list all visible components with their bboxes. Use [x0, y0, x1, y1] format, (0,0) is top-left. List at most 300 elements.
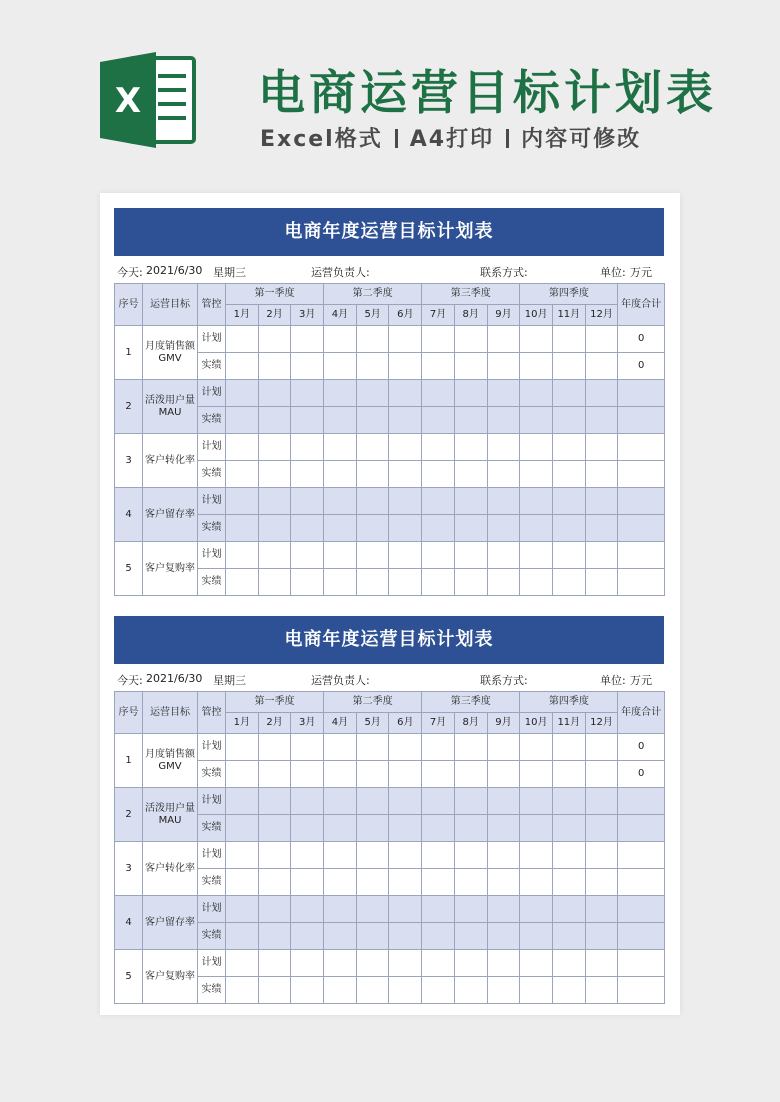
month-cell[interactable]: [552, 569, 585, 596]
month-cell[interactable]: [520, 461, 553, 488]
header-month: 7月: [422, 305, 455, 326]
month-cell[interactable]: [324, 923, 357, 950]
month-cell[interactable]: [258, 380, 291, 407]
month-cell[interactable]: [226, 326, 259, 353]
month-cell[interactable]: [356, 896, 389, 923]
month-cell[interactable]: [356, 923, 389, 950]
month-cell[interactable]: [258, 434, 291, 461]
month-cell[interactable]: [356, 488, 389, 515]
month-cell[interactable]: [258, 542, 291, 569]
month-cell[interactable]: [324, 407, 357, 434]
month-cell[interactable]: [389, 434, 422, 461]
month-cell[interactable]: [454, 380, 487, 407]
month-cell[interactable]: [454, 869, 487, 896]
month-cell[interactable]: [324, 380, 357, 407]
month-cell[interactable]: [389, 761, 422, 788]
month-cell[interactable]: [520, 515, 553, 542]
annual-total-cell[interactable]: 0: [618, 761, 665, 788]
annual-total-cell[interactable]: [618, 950, 665, 977]
month-cell[interactable]: [552, 380, 585, 407]
month-cell[interactable]: [487, 434, 520, 461]
month-cell[interactable]: [520, 569, 553, 596]
month-cell[interactable]: [422, 434, 455, 461]
month-cell[interactable]: [324, 515, 357, 542]
annual-total-cell[interactable]: [618, 923, 665, 950]
header-month: 10月: [520, 713, 553, 734]
month-cell[interactable]: [487, 842, 520, 869]
month-cell[interactable]: [389, 542, 422, 569]
month-cell[interactable]: [422, 923, 455, 950]
month-cell[interactable]: [585, 815, 618, 842]
month-cell[interactable]: [356, 950, 389, 977]
row-goal: [143, 542, 198, 596]
month-cell[interactable]: [356, 734, 389, 761]
month-cell[interactable]: [552, 326, 585, 353]
month-cell[interactable]: [356, 380, 389, 407]
month-cell[interactable]: [389, 977, 422, 1004]
month-cell[interactable]: [226, 869, 259, 896]
month-cell[interactable]: [258, 950, 291, 977]
month-cell[interactable]: [258, 488, 291, 515]
header-month: 7月: [422, 713, 455, 734]
annual-total-cell[interactable]: [618, 869, 665, 896]
goal-name: 客户转化率: [145, 454, 195, 466]
month-cell[interactable]: [356, 761, 389, 788]
month-cell[interactable]: [520, 977, 553, 1004]
goal-abbr: GMV: [158, 352, 182, 364]
month-cell[interactable]: [454, 407, 487, 434]
month-cell[interactable]: [454, 434, 487, 461]
unit-label: 单位:: [600, 266, 626, 279]
month-cell[interactable]: [454, 977, 487, 1004]
month-cell[interactable]: [552, 761, 585, 788]
month-cell[interactable]: [291, 896, 324, 923]
month-cell[interactable]: [226, 788, 259, 815]
month-cell[interactable]: [487, 569, 520, 596]
month-cell[interactable]: [422, 896, 455, 923]
month-cell[interactable]: [422, 842, 455, 869]
month-cell[interactable]: [291, 488, 324, 515]
month-cell[interactable]: [356, 353, 389, 380]
month-cell[interactable]: [356, 461, 389, 488]
month-cell[interactable]: [389, 569, 422, 596]
month-cell[interactable]: [585, 734, 618, 761]
month-cell[interactable]: [552, 353, 585, 380]
month-cell[interactable]: [226, 407, 259, 434]
month-cell[interactable]: [291, 950, 324, 977]
month-cell[interactable]: [585, 950, 618, 977]
month-cell[interactable]: [258, 869, 291, 896]
month-cell[interactable]: [291, 869, 324, 896]
month-cell[interactable]: [258, 977, 291, 1004]
month-cell[interactable]: [454, 842, 487, 869]
month-cell[interactable]: [258, 569, 291, 596]
month-cell[interactable]: [324, 896, 357, 923]
month-cell[interactable]: [585, 380, 618, 407]
month-cell[interactable]: [585, 869, 618, 896]
excel-logo-icon: [100, 52, 198, 148]
month-cell[interactable]: [389, 407, 422, 434]
month-cell[interactable]: [324, 761, 357, 788]
month-cell[interactable]: [454, 950, 487, 977]
month-cell[interactable]: [356, 815, 389, 842]
actual-row: [115, 353, 665, 380]
annual-total-cell[interactable]: 0: [618, 353, 665, 380]
month-cell[interactable]: [454, 815, 487, 842]
month-cell[interactable]: [291, 326, 324, 353]
month-cell[interactable]: [552, 923, 585, 950]
month-cell[interactable]: [487, 950, 520, 977]
month-cell[interactable]: [356, 542, 389, 569]
month-cell[interactable]: [226, 461, 259, 488]
month-cell[interactable]: [324, 815, 357, 842]
month-cell[interactable]: [520, 353, 553, 380]
month-cell[interactable]: [356, 842, 389, 869]
month-cell[interactable]: [552, 407, 585, 434]
actual-row: [115, 407, 665, 434]
month-cell[interactable]: [226, 434, 259, 461]
month-cell[interactable]: [258, 515, 291, 542]
month-cell[interactable]: [291, 788, 324, 815]
month-cell[interactable]: [291, 542, 324, 569]
month-cell[interactable]: [520, 326, 553, 353]
month-cell[interactable]: [291, 569, 324, 596]
month-cell[interactable]: [585, 788, 618, 815]
month-cell[interactable]: [389, 353, 422, 380]
month-cell[interactable]: [552, 950, 585, 977]
month-cell[interactable]: [226, 896, 259, 923]
month-cell[interactable]: [389, 788, 422, 815]
month-cell[interactable]: [487, 869, 520, 896]
month-cell[interactable]: [520, 869, 553, 896]
month-cell[interactable]: [520, 488, 553, 515]
month-cell[interactable]: [226, 380, 259, 407]
header-month: 3月: [291, 305, 324, 326]
month-cell[interactable]: [454, 488, 487, 515]
month-cell[interactable]: [585, 977, 618, 1004]
header-month: 4月: [324, 713, 357, 734]
month-cell[interactable]: [487, 488, 520, 515]
month-cell[interactable]: [454, 788, 487, 815]
month-cell[interactable]: [422, 788, 455, 815]
month-cell[interactable]: [520, 434, 553, 461]
month-cell[interactable]: [422, 353, 455, 380]
month-cell[interactable]: [291, 353, 324, 380]
month-cell[interactable]: [454, 542, 487, 569]
month-cell[interactable]: [324, 842, 357, 869]
month-cell[interactable]: [422, 488, 455, 515]
month-cell[interactable]: [226, 923, 259, 950]
annual-total-cell[interactable]: [618, 407, 665, 434]
month-cell[interactable]: [389, 326, 422, 353]
month-cell[interactable]: [422, 815, 455, 842]
month-cell[interactable]: [487, 353, 520, 380]
month-cell[interactable]: [454, 461, 487, 488]
month-cell[interactable]: [422, 569, 455, 596]
month-cell[interactable]: [389, 461, 422, 488]
month-cell[interactable]: [552, 434, 585, 461]
sheet-title: 电商年度运营目标计划表: [114, 616, 664, 664]
month-cell[interactable]: [585, 569, 618, 596]
annual-total-cell[interactable]: [618, 569, 665, 596]
month-cell[interactable]: [226, 488, 259, 515]
month-cell[interactable]: [454, 896, 487, 923]
row-goal: [143, 326, 198, 380]
header-month: 2月: [258, 305, 291, 326]
month-cell[interactable]: [552, 488, 585, 515]
annual-total-cell[interactable]: [618, 842, 665, 869]
month-cell[interactable]: [422, 326, 455, 353]
month-cell[interactable]: [552, 461, 585, 488]
month-cell[interactable]: [258, 923, 291, 950]
month-cell[interactable]: [291, 515, 324, 542]
annual-total-cell[interactable]: [618, 434, 665, 461]
month-cell[interactable]: [585, 515, 618, 542]
month-cell[interactable]: [585, 923, 618, 950]
month-cell[interactable]: [422, 380, 455, 407]
actual-label: 实绩: [198, 923, 226, 950]
month-cell[interactable]: [454, 515, 487, 542]
month-cell[interactable]: [487, 734, 520, 761]
month-cell[interactable]: [226, 761, 259, 788]
month-cell[interactable]: [454, 326, 487, 353]
month-cell[interactable]: [422, 542, 455, 569]
month-cell[interactable]: [258, 407, 291, 434]
month-cell[interactable]: [356, 407, 389, 434]
annual-total-cell[interactable]: [618, 461, 665, 488]
month-cell[interactable]: [520, 761, 553, 788]
month-cell[interactable]: [585, 461, 618, 488]
month-cell[interactable]: [552, 515, 585, 542]
month-cell[interactable]: [291, 380, 324, 407]
month-cell[interactable]: [454, 734, 487, 761]
annual-total-cell[interactable]: 0: [618, 326, 665, 353]
month-cell[interactable]: [585, 761, 618, 788]
month-cell[interactable]: [356, 434, 389, 461]
annual-total-cell[interactable]: [618, 488, 665, 515]
row-seq: 1: [115, 734, 143, 788]
month-cell[interactable]: [356, 326, 389, 353]
month-cell[interactable]: [324, 734, 357, 761]
row-seq: 3: [115, 842, 143, 896]
actual-label: 实绩: [198, 461, 226, 488]
month-cell[interactable]: [389, 734, 422, 761]
plan-row: [115, 896, 665, 923]
month-cell[interactable]: [291, 815, 324, 842]
row-seq: 4: [115, 488, 143, 542]
month-cell[interactable]: [520, 788, 553, 815]
plan-row: [115, 788, 665, 815]
month-cell[interactable]: [585, 434, 618, 461]
subtitle-editable: 内容可修改: [521, 127, 642, 152]
month-cell[interactable]: [226, 353, 259, 380]
month-cell[interactable]: [324, 326, 357, 353]
month-cell[interactable]: [389, 515, 422, 542]
month-cell[interactable]: [291, 461, 324, 488]
header-quarter: 第二季度: [324, 692, 422, 713]
month-cell[interactable]: [454, 569, 487, 596]
month-cell[interactable]: [324, 434, 357, 461]
month-cell[interactable]: [324, 950, 357, 977]
month-cell[interactable]: [422, 869, 455, 896]
month-cell[interactable]: [454, 923, 487, 950]
month-cell[interactable]: [520, 380, 553, 407]
month-cell[interactable]: [356, 869, 389, 896]
month-cell[interactable]: [258, 842, 291, 869]
month-cell[interactable]: [226, 542, 259, 569]
month-cell[interactable]: [422, 950, 455, 977]
row-seq: 2: [115, 788, 143, 842]
header-month: 11月: [552, 305, 585, 326]
month-cell[interactable]: [226, 515, 259, 542]
sheet-title: 电商年度运营目标计划表: [114, 208, 664, 256]
month-cell[interactable]: [552, 869, 585, 896]
month-cell[interactable]: [487, 977, 520, 1004]
header-goal: 运营目标: [143, 284, 198, 326]
month-cell[interactable]: [552, 815, 585, 842]
month-cell[interactable]: [258, 734, 291, 761]
goal-group: [115, 734, 665, 788]
month-cell[interactable]: [454, 761, 487, 788]
month-cell[interactable]: [324, 353, 357, 380]
month-cell[interactable]: [258, 326, 291, 353]
goal-group: [115, 950, 665, 1004]
month-cell[interactable]: [487, 515, 520, 542]
month-cell[interactable]: [487, 326, 520, 353]
month-cell[interactable]: [487, 923, 520, 950]
month-cell[interactable]: [585, 326, 618, 353]
month-cell[interactable]: [258, 353, 291, 380]
month-cell[interactable]: [258, 815, 291, 842]
month-cell[interactable]: [520, 950, 553, 977]
month-cell[interactable]: [324, 788, 357, 815]
month-cell[interactable]: [520, 407, 553, 434]
month-cell[interactable]: [356, 515, 389, 542]
month-cell[interactable]: [389, 815, 422, 842]
month-cell[interactable]: [487, 896, 520, 923]
annual-total-cell[interactable]: [618, 542, 665, 569]
month-cell[interactable]: [487, 815, 520, 842]
month-cell[interactable]: [585, 896, 618, 923]
month-cell[interactable]: [356, 569, 389, 596]
annual-total-cell[interactable]: [618, 515, 665, 542]
month-cell[interactable]: [422, 734, 455, 761]
month-cell[interactable]: [520, 542, 553, 569]
month-cell[interactable]: [487, 761, 520, 788]
month-cell[interactable]: [226, 815, 259, 842]
month-cell[interactable]: [487, 380, 520, 407]
month-cell[interactable]: [422, 515, 455, 542]
month-cell[interactable]: [389, 842, 422, 869]
month-cell[interactable]: [454, 353, 487, 380]
header-seq: 序号: [115, 284, 143, 326]
month-cell[interactable]: [389, 488, 422, 515]
month-cell[interactable]: [585, 353, 618, 380]
month-cell[interactable]: [389, 923, 422, 950]
month-cell[interactable]: [422, 761, 455, 788]
month-cell[interactable]: [291, 977, 324, 1004]
month-cell[interactable]: [291, 923, 324, 950]
month-cell[interactable]: [258, 896, 291, 923]
month-cell[interactable]: [585, 407, 618, 434]
month-cell[interactable]: [389, 950, 422, 977]
month-cell[interactable]: [520, 815, 553, 842]
month-cell[interactable]: [520, 896, 553, 923]
month-cell[interactable]: [552, 788, 585, 815]
month-cell[interactable]: [324, 461, 357, 488]
annual-total-cell[interactable]: [618, 977, 665, 1004]
actual-row: [115, 977, 665, 1004]
month-cell[interactable]: [520, 734, 553, 761]
month-cell[interactable]: [291, 434, 324, 461]
plan-row: [115, 842, 665, 869]
month-cell[interactable]: [585, 542, 618, 569]
month-cell[interactable]: [389, 896, 422, 923]
annual-total-cell[interactable]: 0: [618, 734, 665, 761]
month-cell[interactable]: [291, 842, 324, 869]
month-cell[interactable]: [356, 788, 389, 815]
month-cell[interactable]: [487, 461, 520, 488]
month-cell[interactable]: [552, 542, 585, 569]
annual-total-cell[interactable]: [618, 380, 665, 407]
month-cell[interactable]: [258, 788, 291, 815]
month-cell[interactable]: [422, 977, 455, 1004]
month-cell[interactable]: [324, 488, 357, 515]
annual-total-cell[interactable]: [618, 788, 665, 815]
actual-row: [115, 761, 665, 788]
month-cell[interactable]: [226, 569, 259, 596]
month-cell[interactable]: [520, 842, 553, 869]
month-cell[interactable]: [226, 977, 259, 1004]
month-cell[interactable]: [487, 788, 520, 815]
month-cell[interactable]: [552, 734, 585, 761]
month-cell[interactable]: [520, 923, 553, 950]
month-cell[interactable]: [226, 842, 259, 869]
month-cell[interactable]: [258, 461, 291, 488]
month-cell[interactable]: [291, 761, 324, 788]
annual-total-cell[interactable]: [618, 896, 665, 923]
actual-label: 实绩: [198, 407, 226, 434]
month-cell[interactable]: [324, 569, 357, 596]
month-cell[interactable]: [258, 761, 291, 788]
month-cell[interactable]: [487, 542, 520, 569]
month-cell[interactable]: [422, 461, 455, 488]
month-cell[interactable]: [291, 734, 324, 761]
header-seq: 序号: [115, 692, 143, 734]
month-cell[interactable]: [389, 380, 422, 407]
annual-total-cell[interactable]: [618, 815, 665, 842]
month-cell[interactable]: [585, 842, 618, 869]
month-cell[interactable]: [226, 734, 259, 761]
goal-name: 客户转化率: [145, 862, 195, 874]
month-cell[interactable]: [324, 542, 357, 569]
month-cell[interactable]: [324, 977, 357, 1004]
month-cell[interactable]: [552, 842, 585, 869]
month-cell[interactable]: [552, 977, 585, 1004]
goal-name: 月度销售额: [145, 340, 195, 352]
month-cell[interactable]: [356, 977, 389, 1004]
month-cell[interactable]: [226, 950, 259, 977]
month-cell[interactable]: [324, 869, 357, 896]
month-cell[interactable]: [389, 869, 422, 896]
actual-label: 实绩: [198, 569, 226, 596]
month-cell[interactable]: [552, 896, 585, 923]
contact-label: 联系方式:: [480, 674, 528, 687]
month-cell[interactable]: [422, 407, 455, 434]
month-cell[interactable]: [487, 407, 520, 434]
month-cell[interactable]: [291, 407, 324, 434]
month-cell[interactable]: [585, 488, 618, 515]
